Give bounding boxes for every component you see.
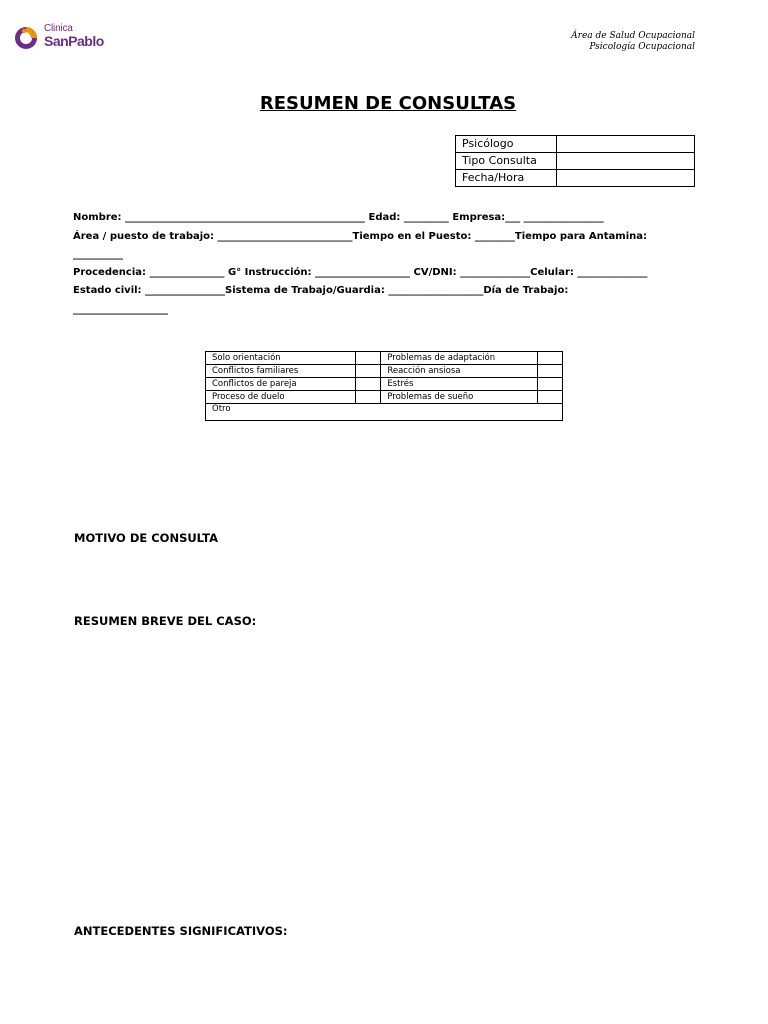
category-label: Reacción ansiosa bbox=[381, 365, 537, 378]
category-row-other bbox=[206, 404, 563, 421]
category-label: Problemas de sueño bbox=[381, 391, 537, 404]
section-resumen-caso: RESUMEN BREVE DEL CASO: bbox=[74, 614, 257, 628]
category-checkbox[interactable] bbox=[537, 391, 563, 404]
category-label: Proceso de duelo bbox=[206, 391, 356, 404]
category-checkbox[interactable] bbox=[537, 365, 563, 378]
meta-value-field[interactable] bbox=[557, 153, 695, 170]
logo-line2: SanPablo bbox=[44, 33, 104, 49]
category-checkbox[interactable] bbox=[355, 352, 381, 365]
consultation-meta-table bbox=[455, 135, 695, 187]
section-antecedentes: ANTECEDENTES SIGNIFICATIVOS: bbox=[74, 924, 288, 938]
category-checkbox[interactable] bbox=[355, 365, 381, 378]
category-checkbox[interactable] bbox=[355, 378, 381, 391]
meta-row bbox=[456, 136, 695, 153]
page-title: RESUMEN DE CONSULTAS bbox=[259, 93, 517, 114]
category-other-field[interactable]: Otro bbox=[206, 404, 563, 421]
logo-line1: Clinica bbox=[44, 23, 73, 34]
meta-label: Fecha/Hora bbox=[456, 170, 557, 187]
form-line-estado-cont[interactable]: ___________________ bbox=[73, 304, 168, 315]
form-line-estado-civil[interactable]: Estado civil: ________________Sistema de Trabajo/Guardia: ___________________Día de Trabajo: bbox=[73, 285, 569, 296]
category-checkbox[interactable] bbox=[355, 391, 381, 404]
form-line-area-cont[interactable]: __________ bbox=[73, 249, 123, 260]
department-header bbox=[571, 31, 695, 53]
department-line2: Psicología Ocupacional bbox=[589, 42, 695, 52]
category-row bbox=[206, 391, 563, 404]
department-line1: Área de Salud Ocupacional bbox=[571, 31, 695, 41]
meta-value-field[interactable] bbox=[557, 136, 695, 153]
category-checkbox[interactable] bbox=[537, 378, 563, 391]
consultation-category-table bbox=[205, 351, 563, 421]
category-row bbox=[206, 365, 563, 378]
category-label: Conflictos de pareja bbox=[206, 378, 356, 391]
form-line-nombre[interactable]: Nombre: ________________________________________________ Edad: _________ Empresa:___ ________________ bbox=[73, 212, 604, 223]
form-line-area[interactable]: Área / puesto de trabajo: ___________________________Tiempo en el Puesto: ________Tiempo para Antamina: bbox=[73, 231, 648, 242]
category-label: Conflictos familiares bbox=[206, 365, 356, 378]
section-motivo-consulta: MOTIVO DE CONSULTA bbox=[74, 531, 218, 545]
category-label: Problemas de adaptación bbox=[381, 352, 537, 365]
category-row bbox=[206, 378, 563, 391]
meta-label: Tipo Consulta bbox=[456, 153, 557, 170]
category-label: Solo orientación bbox=[206, 352, 356, 365]
clinic-logo-mark bbox=[14, 22, 44, 54]
meta-value-field[interactable] bbox=[557, 170, 695, 187]
form-line-procedencia[interactable]: Procedencia: _______________ G° Instrucción: ___________________ CV/DNI: ______________Celular: ______________ bbox=[73, 267, 648, 278]
category-label: Estrés bbox=[381, 378, 537, 391]
meta-row bbox=[456, 153, 695, 170]
meta-label: Psicólogo bbox=[456, 136, 557, 153]
meta-row bbox=[456, 170, 695, 187]
clinic-logo bbox=[14, 22, 104, 54]
category-row bbox=[206, 352, 563, 365]
category-checkbox[interactable] bbox=[537, 352, 563, 365]
